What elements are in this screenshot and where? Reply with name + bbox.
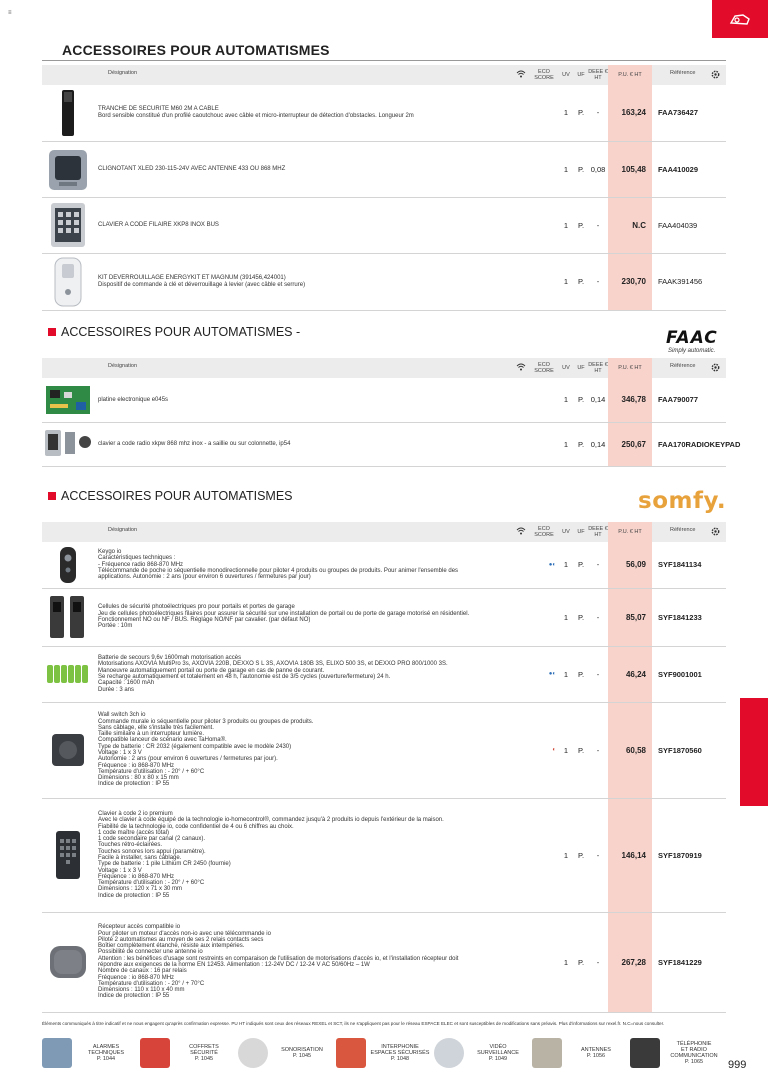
product-reference[interactable]: FAA410029 <box>652 141 726 197</box>
product-table-1 <box>42 65 726 311</box>
battery-pack-image <box>44 659 92 689</box>
section-title-faac <box>48 325 300 339</box>
table-row[interactable] <box>42 588 726 646</box>
phone-icon <box>630 1038 660 1068</box>
product-table-3 <box>42 522 726 1013</box>
product-description: Wall switch 3ch io Commande murale io séquentielle pour piloter 3 produits ou groupes de produits. Sans câblage, elle s'installe très facilement. Taille similaire à un interrupteur lumière. Compatible lanceur de scénario avec TaHoma®. Type de batterie : CR 2032 (également compatible avec le modèle 2430) Voltage : 1 x 3 V Autonomie : 2 ans (pour environ 6 ouvertures / fermetures par jour). Fréquence : io 868-870 MHz Température d'utilisation : - 20° / + 60°C Dimensions : 80 x 80 x 15 mm Indice de protection : IP 55 <box>94 702 530 798</box>
product-uv: 1 <box>558 542 574 588</box>
product-description: Keygo io Caractéristiques techniques : - Fréquence radio 868-870 MHz Télécommande de poche io séquentielle monodirectionnelle pour piloter 4 produits ou groupes de produits. Pour animer l'ensemble des applications. Autonomie : 2 ans (pour environ 6 ouvertures / fermetures par jour) <box>94 542 530 588</box>
product-reference[interactable]: FAA736427 <box>652 85 726 141</box>
footer-link-antennes[interactable] <box>532 1033 630 1073</box>
photocell-image <box>46 592 90 642</box>
product-price: 105,48 <box>608 141 652 197</box>
product-deee: 0,08 <box>588 141 608 197</box>
product-description: Cellules de sécurité photoélectriques pro pour portails et portes de garage Jeu de cellules photoélectriques filaires pour assurer la sécurité sur une installation de portail ou de porte de garage motorisé en résidentiel. Fonctionnement NO ou NF / BUS. Réglage NO/NF par cavalier. (par défaut NO) Portée : 10m <box>94 588 530 646</box>
product-deee: - <box>588 702 608 798</box>
product-table-2 <box>42 358 741 467</box>
product-uf: P. <box>574 702 588 798</box>
product-uv: 1 <box>558 253 574 310</box>
product-uv: 1 <box>558 197 574 253</box>
product-uv: 1 <box>558 702 574 798</box>
table-row[interactable] <box>42 422 726 466</box>
header-designation: Désignation <box>108 70 138 76</box>
section-bullet <box>48 492 56 500</box>
circuit-board-image <box>44 382 92 418</box>
table-row[interactable] <box>42 542 726 588</box>
header-designation: Désignation <box>108 363 138 369</box>
product-deee: - <box>588 542 608 588</box>
table-row[interactable] <box>42 702 726 798</box>
product-deee: - <box>588 253 608 310</box>
somfy-logo: somfy. <box>638 488 727 514</box>
product-description: platine electronique e045s <box>94 378 530 422</box>
flashing-light-image <box>45 144 91 194</box>
table-row[interactable] <box>42 378 726 422</box>
table-header <box>42 522 726 542</box>
footer-link-sonorisation[interactable] <box>238 1033 336 1073</box>
intercom-icon <box>336 1038 366 1068</box>
section-bullet <box>48 328 56 336</box>
header-uv: UV <box>558 522 574 542</box>
alarm-icon <box>42 1038 72 1068</box>
product-uv: 1 <box>558 422 574 466</box>
safe-box-icon <box>140 1038 170 1068</box>
product-reference[interactable]: SYF1870560 <box>652 702 726 798</box>
product-price: 46,24 <box>608 646 652 702</box>
product-description: Clavier à code 2 io premium Avec le clavier à code équipé de la technologie io-homecontrol®, commandez jusqu'à 2 produits io depuis l'extérieur de la maison. Fiabilité de la technologie io, code confidentiel de 4 ou 6 chiffres au choix. 1 code maître (accès total) 1 code secondaire par canal (2 canaux). Touches rétro-éclairées. Touches sonores lors appui (paramètre). Facile à installer, sans câblage. Type de batterie : 1 pile Lithium CR 2450 (fournie) Voltage : 1 x 3 V Fréquence : io 868-870 MHz Température d'utilisation : - 20° / + 60°C Dimensions : 120 x 71 x 30 mm Indice de protection : IP 55 <box>94 798 530 912</box>
product-reference[interactable]: SYF9001001 <box>652 646 726 702</box>
footer-link-alarmes[interactable] <box>42 1033 140 1073</box>
footer-link-coffrets[interactable] <box>140 1033 238 1073</box>
security-category-icon <box>729 11 751 27</box>
title-divider <box>42 60 726 61</box>
section-title-text: ACCESSOIRES POUR AUTOMATISMES - <box>61 325 301 339</box>
header-uv: UV <box>558 358 574 378</box>
product-description: Récepteur accès compatible io Pour piloter un moteur d'accès non-io avec une télécommande io Piloté 2 automatismes au moyen de ses 2 relais contacts secs Boîtier complètement étanche, résiste aux intempéries. Possibilité de connecter une antenne io Attention : les bénéfices d'usage sont restreints en comparaison de l'utilisation de motorisations d'accès io, et l'installation récepteur doit répondre aux exigences de la norme EN 12453. Alimentation : 12-24V DC / 12-24 V AC 50/60Hz – 1W Nombre de canaux : 16 par relais Fréquence : io 868-870 MHz Température d'utilisation : - 20° / + 70°C Dimensions : 110 x 110 x 40 mm Indice de protection : IP 55 <box>94 912 530 1012</box>
product-deee: 0,14 <box>588 378 608 422</box>
corner-menu-mark: ≡ <box>8 10 12 16</box>
product-uv: 1 <box>558 141 574 197</box>
header-eco-score: ECO SCORE <box>530 522 558 542</box>
product-reference[interactable]: SYF1870919 <box>652 798 726 912</box>
footer-link-interphonie[interactable] <box>336 1033 434 1073</box>
product-reference[interactable]: SYF1841233 <box>652 588 726 646</box>
remote-keygo-image <box>54 545 82 585</box>
header-uf: UF <box>574 358 588 378</box>
footer-label: COFFRETS SÉCURITÉ P. 1045 <box>189 1044 219 1062</box>
wifi-icon <box>516 363 526 373</box>
eco-icon: ●◐ <box>530 542 558 588</box>
product-price: 267,28 <box>608 912 652 1012</box>
header-eco-score: ECO SCORE <box>530 65 558 85</box>
page-title: ACCESSOIRES POUR AUTOMATISMES <box>62 42 330 58</box>
header-uv: UV <box>558 65 574 85</box>
product-price: 56,09 <box>608 542 652 588</box>
product-deee: - <box>588 85 608 141</box>
product-reference[interactable]: FAA170RADIOKEYPAD <box>652 422 726 466</box>
product-uf: P. <box>574 542 588 588</box>
product-deee: - <box>588 798 608 912</box>
table-row[interactable] <box>42 798 726 912</box>
footer-label: TÉLÉPHONIE ET RADIO COMMUNICATION P. 1065 <box>670 1041 718 1065</box>
header-pu: P.U. € HT <box>608 358 652 378</box>
table-row[interactable] <box>42 646 726 702</box>
product-uf: P. <box>574 422 588 466</box>
product-uf: P. <box>574 646 588 702</box>
wall-switch-image <box>48 730 88 770</box>
keypad-image <box>45 200 91 250</box>
header-deee: DEEE € HT <box>588 358 608 378</box>
footer-link-video[interactable] <box>434 1033 532 1073</box>
wifi-icon <box>516 527 526 537</box>
product-reference[interactable]: FAA404039 <box>652 197 726 253</box>
product-uf: P. <box>574 141 588 197</box>
product-uf: P. <box>574 197 588 253</box>
product-uf: P. <box>574 588 588 646</box>
product-uf: P. <box>574 85 588 141</box>
product-deee: - <box>588 646 608 702</box>
product-description: CLAVIER A CODE FILAIRE XKP8 INOX BUS <box>94 197 530 253</box>
wifi-icon <box>516 70 526 80</box>
product-price: 230,70 <box>608 253 652 310</box>
table-row[interactable] <box>42 141 726 197</box>
header-reference: Référence <box>670 362 696 369</box>
gear-icon[interactable] <box>711 363 720 374</box>
side-chapter-tab <box>740 698 768 806</box>
product-description: Batterie de secours 9,6v 1600mah motorisation accès Motorisations AXOVIA MultiPro 3s, AXOVIA 220B, DEXXO S L 3S, AXOVIA 180B 3S, ELIXO 500 3S, et DEXXO PRO 800/1000 3S. Manoeuvre automatiquement portail ou porte de garage en cas de panne de courant. Se recharge automatiquement et totalement en 48 h, l'autonomie est de 3/5 cycles (ouverture/fermeture) 24 h. Capacité : 1600 mAh Durée : 3 ans <box>94 646 530 702</box>
product-uv: 1 <box>558 85 574 141</box>
product-price: 346,78 <box>608 378 652 422</box>
product-uv: 1 <box>558 378 574 422</box>
product-uf: P. <box>574 253 588 310</box>
footer-label: VIDÉO SURVEILLANCE P. 1049 <box>477 1044 519 1062</box>
product-uv: 1 <box>558 588 574 646</box>
table-header <box>42 358 726 378</box>
header-deee: DEEE € HT <box>588 65 608 85</box>
category-tab[interactable] <box>712 0 768 38</box>
product-deee: 0,14 <box>588 422 608 466</box>
header-pu: P.U. € HT <box>608 65 652 85</box>
page-number: 999 <box>728 1059 747 1071</box>
product-uv: 1 <box>558 646 574 702</box>
product-deee: - <box>588 912 608 1012</box>
receiver-image <box>46 940 90 984</box>
product-uf: P. <box>574 798 588 912</box>
footer-navigation <box>42 1033 728 1073</box>
product-price: N.C <box>608 197 652 253</box>
gear-icon[interactable] <box>711 527 720 538</box>
product-reference[interactable]: FAAK391456 <box>652 253 726 310</box>
product-description: TRANCHE DE SECURITE M60 2M A CABLE Bord sensible constitué d'un profilé caoutchouc avec câble et micro-interrupteur de détection d'obstacles. Longueur 2m <box>94 85 530 141</box>
faac-logo-word: FAAC <box>666 328 718 348</box>
header-designation: Désignation <box>108 527 138 533</box>
header-pu: P.U. € HT <box>608 522 652 542</box>
product-price: 146,14 <box>608 798 652 912</box>
product-uf: P. <box>574 378 588 422</box>
camera-icon <box>434 1038 464 1068</box>
release-kit-image <box>45 256 91 308</box>
product-price: 60,58 <box>608 702 652 798</box>
footer-label: ANTENNES P. 1056 <box>581 1047 611 1059</box>
antenna-icon <box>532 1038 562 1068</box>
footer-label: SONORISATION P. 1045 <box>281 1047 323 1059</box>
product-uv: 1 <box>558 912 574 1012</box>
header-eco-score: ECO SCORE <box>530 358 558 378</box>
premium-keypad-image <box>50 829 86 881</box>
product-description: CLIGNOTANT XLED 230-115-24V AVEC ANTENNE 433 OU 868 MHZ <box>94 141 530 197</box>
footer-disclaimer: Éléments communiqués à titre indicatif et ne nous engagent qu'après confirmation expresse. PU HT indiqués sont ceux des réseaux REXEL et SCT, ils ne s'appliquent pas pour le réseau ESPACE ELEC et sont susceptibles de modifications sans préavis. Plus d'informations sur rexel.fr. N.C=nous consulter. <box>42 1021 665 1026</box>
eco-icon: ●◐ <box>530 646 558 702</box>
product-price: 250,67 <box>608 422 652 466</box>
product-description: clavier a code radio xkpw 868 mhz inox - a saillie ou sur colonnette, ip54 <box>94 422 530 466</box>
section-title-text: ACCESSOIRES POUR AUTOMATISMES <box>61 489 293 503</box>
product-reference[interactable]: SYF1841229 <box>652 912 726 1012</box>
product-price: 163,24 <box>608 85 652 141</box>
product-deee: - <box>588 588 608 646</box>
table-row[interactable] <box>42 197 726 253</box>
table-row[interactable] <box>42 85 726 141</box>
table-row[interactable] <box>42 912 726 1012</box>
footer-link-telephonie[interactable] <box>630 1033 728 1073</box>
product-description: KIT DEVERROUILLAGE ENERGYKIT ET MAGNUM (391456,424001) Dispositif de commande à clé et déverrouillage à levier (avec câble et serrure) <box>94 253 530 310</box>
gear-icon[interactable] <box>711 70 720 81</box>
faac-logo-tagline: Simply automatic. <box>668 348 716 354</box>
radio-keypad-image <box>43 426 93 462</box>
safety-edge-image <box>55 88 81 138</box>
product-reference[interactable]: SYF1841134 <box>652 542 726 588</box>
header-uf: UF <box>574 522 588 542</box>
product-reference[interactable]: FAA790077 <box>652 378 726 422</box>
faac-logo <box>666 328 718 354</box>
footer-label: ALARMES TECHNIQUES P. 1044 <box>87 1044 125 1062</box>
product-uv: 1 <box>558 798 574 912</box>
header-deee: DEEE € HT <box>588 522 608 542</box>
header-uf: UF <box>574 65 588 85</box>
speaker-icon <box>238 1038 268 1068</box>
footer-label: INTERPHONIE ESPACES SÉCURISÉS P. 1048 <box>370 1044 430 1062</box>
header-reference: Référence <box>670 526 696 533</box>
product-deee: - <box>588 197 608 253</box>
eco-icon: ◐ <box>530 702 558 798</box>
header-reference: Référence <box>670 69 696 76</box>
table-row[interactable] <box>42 253 726 310</box>
table-header <box>42 65 726 85</box>
product-uf: P. <box>574 912 588 1012</box>
product-price: 85,07 <box>608 588 652 646</box>
section-title-somfy <box>48 489 293 503</box>
